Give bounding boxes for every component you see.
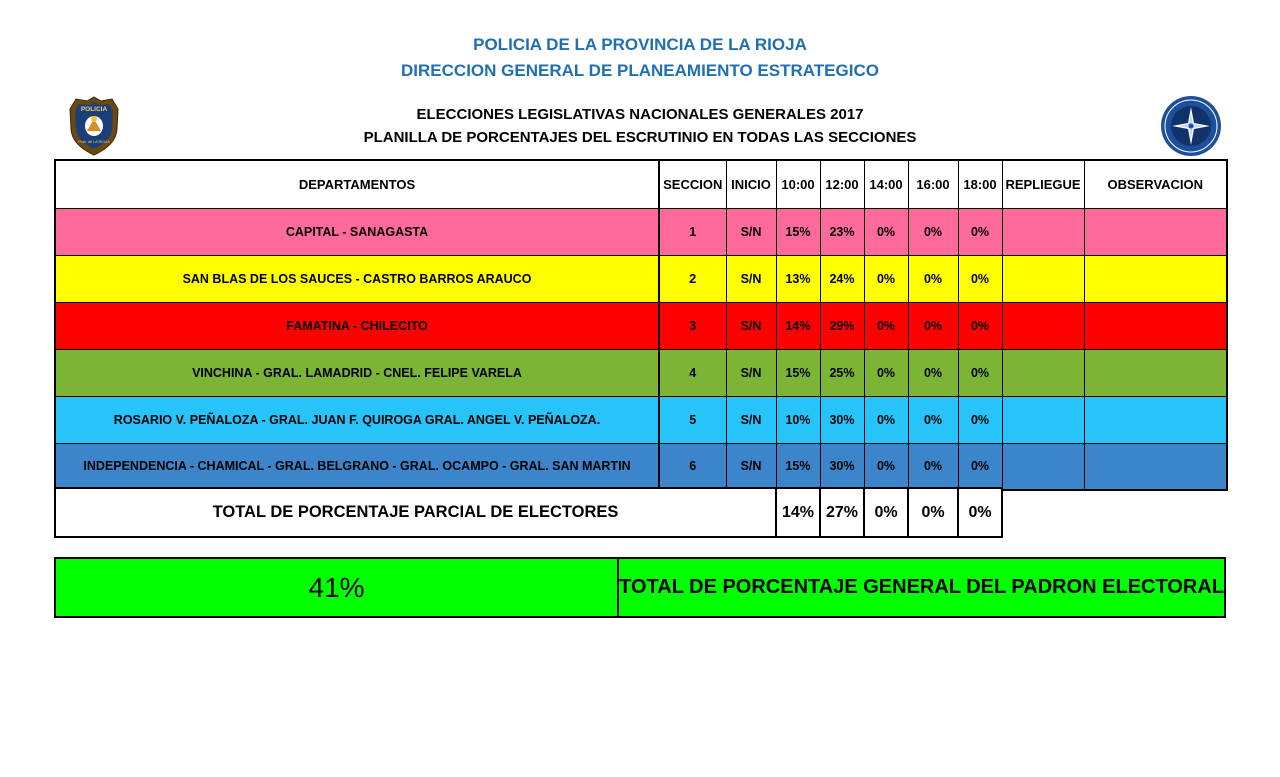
cell-repliegue [1002,349,1084,396]
total-1400: 0% [864,488,908,537]
cell-1400: 0% [864,349,908,396]
cell-inicio: S/N [726,443,776,490]
cell-observacion [1084,349,1227,396]
cell-1000: 13% [776,255,820,302]
cell-1000: 15% [776,349,820,396]
col-header-inicio: INICIO [726,160,776,208]
cell-departamento: ROSARIO V. PEÑALOZA - GRAL. JUAN F. QUIROGA GRAL. ANGEL V. PEÑALOZA. [55,396,659,443]
cell-1400: 0% [864,302,908,349]
cell-1800: 0% [958,443,1002,490]
cell-1800: 0% [958,396,1002,443]
table-row [55,396,1227,443]
cell-seccion: 4 [659,349,726,396]
cell-departamento: INDEPENDENCIA - CHAMICAL - GRAL. BELGRANO - GRAL. OCAMPO - GRAL. SAN MARTIN [55,443,659,490]
cell-observacion [1084,302,1227,349]
table-row [55,443,1227,490]
col-header-observacion: OBSERVACION [1084,160,1227,208]
cell-departamento: VINCHINA - GRAL. LAMADRID - CNEL. FELIPE VARELA [55,349,659,396]
cell-observacion [1084,208,1227,255]
general-total-label: TOTAL DE PORCENTAJE GENERAL DEL PADRON ELECTORAL [619,576,1224,598]
cell-1600: 0% [908,396,958,443]
col-header-1600: 16:00 [908,160,958,208]
cell-observacion [1084,396,1227,443]
col-header-seccion: SECCION [659,160,726,208]
cell-seccion: 6 [659,443,726,490]
cell-1600: 0% [908,349,958,396]
cell-inicio: S/N [726,396,776,443]
cell-1600: 0% [908,255,958,302]
table-row [55,302,1227,349]
cell-departamento: CAPITAL - SANAGASTA [55,208,659,255]
cell-1400: 0% [864,208,908,255]
cell-1000: 10% [776,396,820,443]
cell-repliegue [1002,443,1084,490]
partial-totals-table [54,487,1003,538]
col-header-departamentos: DEPARTAMENTOS [55,160,659,208]
cell-departamento: SAN BLAS DE LOS SAUCES - CASTRO BARROS ARAUCO [55,255,659,302]
col-header-1800: 18:00 [958,160,1002,208]
cell-repliegue [1002,208,1084,255]
cell-1400: 0% [864,396,908,443]
cell-seccion: 2 [659,255,726,302]
partial-total-label: TOTAL DE PORCENTAJE PARCIAL DE ELECTORES [55,488,776,537]
col-header-repliegue: REPLIEGUE [1002,160,1084,208]
total-1600: 0% [908,488,958,537]
police-badge-icon [67,95,121,157]
cell-1200: 30% [820,396,864,443]
table-row [55,349,1227,396]
compass-star-seal-icon [1160,95,1222,157]
cell-1000: 14% [776,302,820,349]
svg-text:POLICIA: POLICIA [80,106,108,113]
cell-1800: 0% [958,349,1002,396]
cell-1800: 0% [958,208,1002,255]
general-total-value: 41% [56,559,619,616]
cell-1200: 25% [820,349,864,396]
cell-1800: 0% [958,255,1002,302]
table-row [55,208,1227,255]
cell-repliegue [1002,302,1084,349]
cell-1800: 0% [958,302,1002,349]
cell-1400: 0% [864,443,908,490]
totals-row [55,488,1002,537]
cell-1000: 15% [776,208,820,255]
cell-departamento: FAMATINA - CHILECITO [55,302,659,349]
cell-inicio: S/N [726,349,776,396]
header-direction-title: DIRECCION GENERAL DE PLANEAMIENTO ESTRATEGICO [401,61,879,80]
svg-text:Pcia. de LA RIOJA: Pcia. de LA RIOJA [78,140,110,144]
cell-1600: 0% [908,302,958,349]
header-sheet-title: PLANILLA DE PORCENTAJES DEL ESCRUTINIO EN TODAS LAS SECCIONES [363,129,917,146]
cell-1200: 30% [820,443,864,490]
cell-repliegue [1002,255,1084,302]
cell-1200: 24% [820,255,864,302]
cell-observacion [1084,255,1227,302]
cell-inicio: S/N [726,208,776,255]
cell-inicio: S/N [726,302,776,349]
header-election-title: ELECCIONES LEGISLATIVAS NACIONALES GENERALES 2017 [416,106,864,123]
table-header-row [55,160,1227,208]
total-1000: 14% [776,488,820,537]
cell-1600: 0% [908,208,958,255]
cell-seccion: 1 [659,208,726,255]
cell-observacion [1084,443,1227,490]
cell-1000: 15% [776,443,820,490]
cell-1400: 0% [864,255,908,302]
cell-seccion: 3 [659,302,726,349]
col-header-1400: 14:00 [864,160,908,208]
general-total-box [54,557,1226,618]
cell-1200: 23% [820,208,864,255]
total-1800: 0% [958,488,1002,537]
cell-seccion: 5 [659,396,726,443]
table-row [55,255,1227,302]
cell-1600: 0% [908,443,958,490]
cell-repliegue [1002,396,1084,443]
col-header-1200: 12:00 [820,160,864,208]
col-header-1000: 10:00 [776,160,820,208]
cell-1200: 29% [820,302,864,349]
cell-inicio: S/N [726,255,776,302]
header-police-title: POLICIA DE LA PROVINCIA DE LA RIOJA [473,35,807,54]
sections-table [54,159,1228,491]
total-1200: 27% [820,488,864,537]
